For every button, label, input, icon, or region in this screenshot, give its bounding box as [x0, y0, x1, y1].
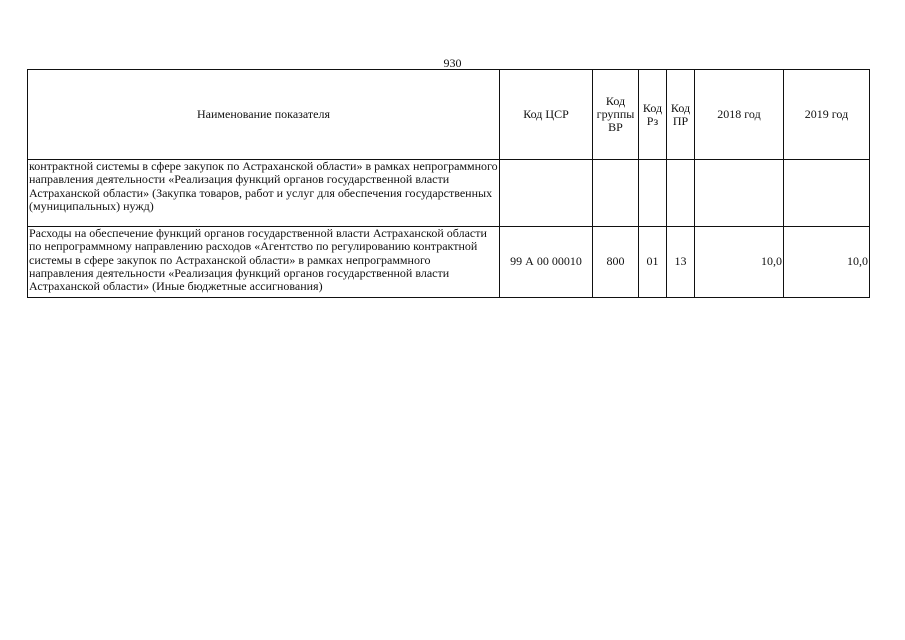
table-row	[28, 227, 870, 298]
row-name: Расходы на обеспечение функций органов государственной власти Астраханской области по непрограммному направлению расходов «Агентство по регулированию контрактной системы в сфере закупок по Астраханской области» в рамках непрограммного направления деятельности «Реализация функций органов государственной власти Астраханской области» (Иные бюджетные ассигнования)	[28, 227, 500, 298]
header-vr-code: Код группы ВР	[593, 70, 639, 160]
header-year-2018: 2018 год	[695, 70, 784, 160]
row-year-2019	[784, 160, 870, 227]
row-vr-code: 800	[593, 227, 639, 298]
header-year-2019: 2019 год	[784, 70, 870, 160]
row-name: контрактной системы в сфере закупок по Астраханской области» в рамках непрограммного направления деятельности «Реализация функций органов государственной власти Астраханской области» (Закупка товаров, работ и услуг для обеспечения государственных (муниципальных) нужд)	[28, 160, 500, 227]
header-rz-code: Код Рз	[639, 70, 667, 160]
header-row	[28, 70, 870, 160]
row-pr-code: 13	[667, 227, 695, 298]
row-csr-code	[500, 160, 593, 227]
header-name: Наименование показателя	[28, 70, 500, 160]
row-year-2019: 10,0	[784, 227, 870, 298]
row-pr-code	[667, 160, 695, 227]
budget-table	[27, 69, 870, 298]
header-pr-code: Код ПР	[667, 70, 695, 160]
row-rz-code	[639, 160, 667, 227]
row-rz-code: 01	[639, 227, 667, 298]
row-csr-code: 99 А 00 00010	[500, 227, 593, 298]
page-number: 930	[443, 56, 462, 70]
row-year-2018: 10,0	[695, 227, 784, 298]
header-csr-code: Код ЦСР	[500, 70, 593, 160]
row-vr-code	[593, 160, 639, 227]
row-year-2018	[695, 160, 784, 227]
table-row	[28, 160, 870, 227]
